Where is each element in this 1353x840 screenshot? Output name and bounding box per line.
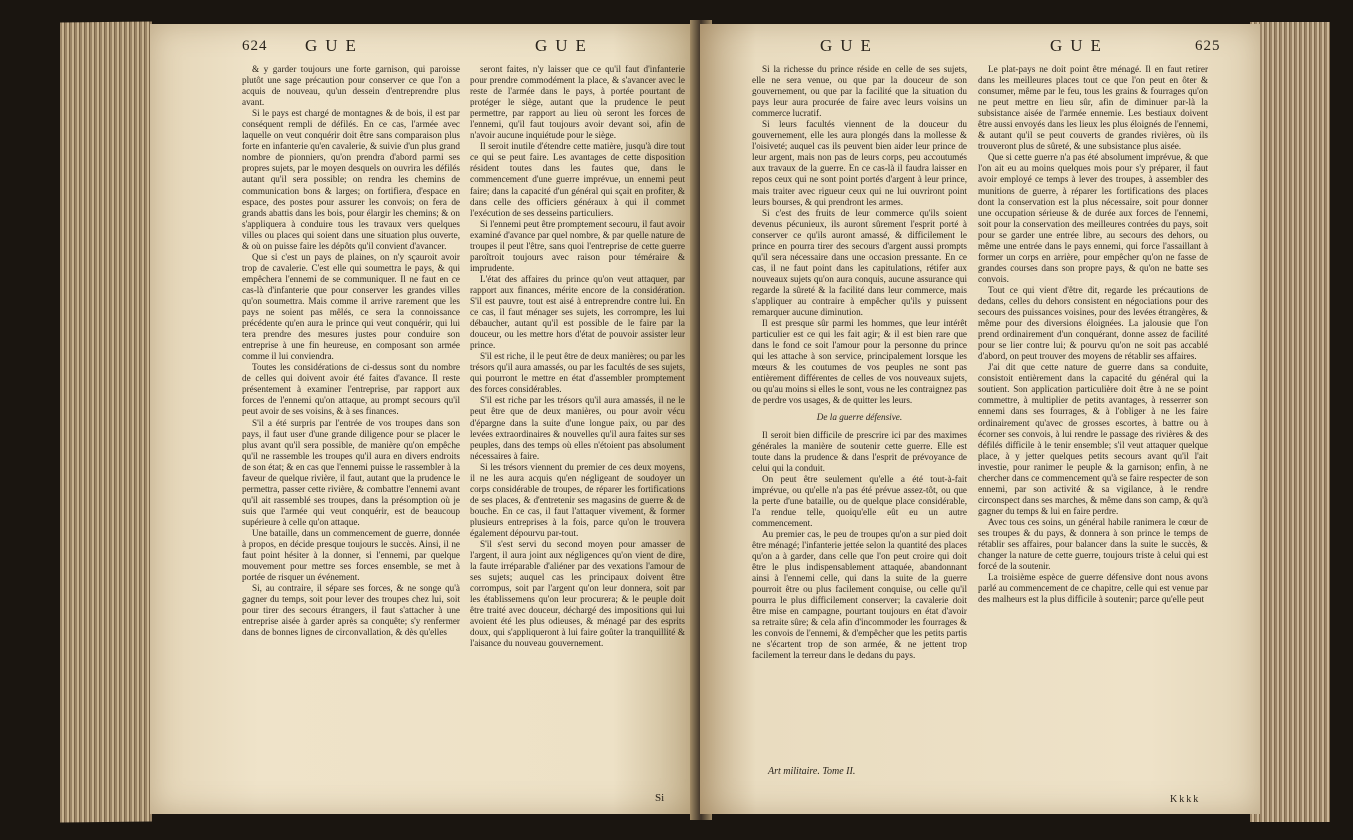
paragraph: Le plat-pays ne doit point être ménagé. Il en faut retirer dans les meilleures places tout ce que l'on peut en ôter & consumer, même par le feu, tous les grains & fourrages qu'on ne peut mettre en lieu sûr, afin de diminuer par-là la subsistance aisée de l'armée ennemie. Les bestiaux doivent être aussi envoyés dans les lieux les plus éloignés de l'ennemi, & autant qu'il se peut couverts de grandes rivières, où ils trouveront plus de sûreté, & une subsistance plus aisée. [978,64,1208,152]
text-column-1 [752,64,967,764]
page-number: 625 [1195,38,1221,54]
running-header-left: GUE [305,36,364,55]
paragraph: Il est presque sûr parmi les hommes, que leur intérêt particulier est ce qui les fait agir; & il est bien rare que dans le fond ce soit l'amour pour la personne du prince qui les attache à son service, principalement lorsque les mœurs & les coutumes de vos peuples ne sont pas entièrement différentes de celles de vos nouveaux sujets, ou qu'au moins si elles le sont, vous ne les contraignez pas de perdre vos usages, & de quitter les leurs. [752,318,967,406]
paragraph: Que si cette guerre n'a pas été absolument imprévue, & que l'on ait eu au moins quelques mois pour s'y préparer, il faut avoir employé ce temps à lever des troupes, à assembler des munitions de guerre, à réparer les fortifications des places dont la conservation est la plus nécessaire, soit pour donner une occupation sérieuse & de durée aux forces de l'ennemi, soit pour la conservation des meilleures contrées du pays, soit pour se garder une entrée libre, au secours des dehors, ou même une entrée dans le pays ennemi, qui force l'assaillant à former un corps en arrière, pour empêcher qu'on ne fasse de grandes courses dans son propre pays, & qu'on ne batte ses convois. [978,152,1208,284]
catchword: Si [655,792,665,804]
running-header-left: GUE [820,36,879,55]
paragraph: S'il a été surpris par l'entrée de vos troupes dans son pays, il faut user d'une grande diligence pour se placer le plus avant qu'il sera possible, de manière qu'on empêche qu'il ne rassemble les troupes qu'il aura en divers endroits de son état; & en cas que l'ennemi puisse le rassembler à la faveur de quelque rivière, il faut, autant que la prudence le permettra, passer cette rivière, & combattre l'ennemi avant qu'il ait rassemblé ses troupes, dans la présomption où je suis que l'armée qui veut conquérir, est de beaucoup supérieure à celle qu'on attaque. [242,417,460,527]
right-page [700,24,1260,814]
paragraph: L'état des affaires du prince qu'on veut attaquer, par rapport aux finances, mérite encore de la considération. S'il est pauvre, tout est aisé à entreprendre contre lui. En ce cas, il faut ménager ses sujets, les corrompre, les lui débaucher, autant qu'il est possible de le faire par la douceur, ou les mettre hors d'état de pouvoir assister leur prince. [470,273,685,351]
paragraph: Avec tous ces soins, un général habile ranimera le cœur de ses troupes & du pays, & donnera à son prince le temps de rétablir ses affaires, pour balancer dans la suite le succès, & changer la nature de cette guerre, toujours triste à celui qui est forcé de la soutenir. [978,516,1208,572]
paragraph: Que si c'est un pays de plaines, on n'y sçauroit avoir trop de cavalerie. C'est elle qui soumettra le pays, & qui empêchera l'ennemi de se communiquer. Il ne faut en ce cas-là d'infanterie que pour conserver les grandes villes qu'on soumettra. Mais comme il arrive rarement que les pays ne soient pas mêlés, ce sera la connoissance précédente qu'en aura le prince qui veut conquérir, qui lui tera prendre des mesures justes pour conduire son entreprise à une fin heureuse, en composant son armée comme il lui conviendra. [242,251,460,362]
paragraph: Si les trésors viennent du premier de ces deux moyens, il ne les aura acquis qu'en négligeant de soudoyer un corps considérable de troupes, de réparer les fortifications de ses places, & d'entretenir ses magasins de guerre & de bouche. En ce cas, il faut l'attaquer vivement, & former plusieurs entreprises à la fois, parce qu'on le trouvera également dépourvu par-tout. [470,461,685,538]
text-column-2 [470,64,685,789]
paragraph: Au premier cas, le peu de troupes qu'on a sur pied doit être ménagé; l'infanterie jettée selon la quantité des places qu'on a à garder, dans celle que l'on peut croire qui doit être le plus indispensablement attaquée, abandonnant ainsi à l'ennemi celle, qui dans la suite de la guerre pourroit être ou plus facilement conquise, ou celle qu'il pourra le plus difficilement conserver; la cavalerie doit être mise en campagne, pourtant toujours en état d'avoir sa retraite sûre; & cela afin d'incommoder les fourrages & les convois de l'ennemi, & d'empêcher que les petits partis ne s'écartent trop de son armée, & ne jettent trop facilement la terreur dans le dedans du pays. [752,528,967,661]
paragraph: Tout ce qui vient d'être dit, regarde les précautions de dedans, celles du dehors consistent en négociations pour des secours des puissances voisines, pour des levées étrangères, & même pour des diversions éloignées. La jalousie que l'on prend ordinairement d'un conquérant, donne assez de facilité pour se lier contre lui; & pourvu qu'on ne soit pas accablé d'abord, on peut trouver des moyens de rétablir ses affaires. [978,284,1208,362]
signature-mark: Kkkk [1170,794,1201,805]
left-page [150,24,695,814]
paragraph: Toutes les considérations de ci-dessus sont du nombre de celles qui doivent avoir été faites d'avance. Il reste présentement à examiner l'entreprise, par rapport aux forces de l'ennemi qu'on attaque, au prompt secours qu'il peut avoir de ses voisins, & à ses finances. [242,362,460,417]
paragraph: S'il est riche, il le peut être de deux manières; ou par les trésors qu'il aura amassés, ou par les facultés de ses sujets, qui pourront le mettre en état d'assembler promptement des forces considérables. [470,351,685,395]
text-column-1 [242,64,460,799]
page-edges-right [1250,22,1330,822]
page-edges-left [60,22,152,823]
paragraph: S'il est riche par les trésors qu'il aura amassés, il ne le peut être que de deux manières, ou pour avoir vécu d'épargne dans la suite d'une longue paix, ou par des levées extraordinaires & nouvelles qu'il aura faites sur ses peuples, dans des temps où elles n'étoient pas absolument nécessaires à faire. [470,395,685,461]
paragraph: Si l'ennemi peut être promptement secouru, il faut avoir examiné d'avance par quel nombre, & par quelle nature de troupes il peut l'être, sans quoi l'entreprise de cette guerre paroîtroit toujours avec raison pour téméraire & imprudente. [470,218,685,273]
paragraph: Il seroit bien difficile de prescrire ici par des maximes générales la manière de soutenir cette guerre. Elle est toute dans la prudence & dans l'esprit de prévoyance de celui qui la conduit. [752,429,967,473]
footer-volume: Art militaire. Tome II. [768,766,856,777]
paragraph: On peut être seulement qu'elle a été tout-à-fait imprévue, ou qu'elle n'a pas été prévue assez-tôt, ou que la perte d'une bataille, ou de quelque place considérable, l'a rendue telle, quoiqu'elle eût eu un autre commencement. [752,473,967,528]
paragraph: Si le pays est chargé de montagnes & de bois, il est par conséquent rempli de défilés. En ce cas, l'armée avec laquelle on veut conquérir doit être sans comparaison plus forte en infanterie qu'en cavalerie, & suivie d'un plus grand nombre de pionniers, qu'on prendra d'abord parmi ses propres sujets, par le moyen desquels on ouvrira les défilés autant qu'il sera possible; on rendra les chemins de communication bons & larges; on fortifiera, d'espace en espace, des postes pour assurer les convois; on fera de grands abattis dans les bois, pour élargir les chemins; & on s'appliquera à conduire tous les travaux vers quelques villes ou places qui soient dans une situation plus ouverte, & où on puisse faire les dépôts qu'il convient d'avancer. [242,108,460,251]
paragraph: Si leurs facultés viennent de la douceur du gouvernement, elle les aura plongés dans la mollesse & l'oisiveté; auquel cas ils peuvent bien aider leur prince de leur argent, mais non pas de leurs corps, peu accoutumés aux travaux de la guerre. En ce cas-là il faudra laisser en repos ceux qui ne sont point portés d'argent à leur prince, mais traiter avec rigueur ceux qui ne lui ouvriront point leurs bourses, & qui prendront les armes. [752,119,967,207]
page-number: 624 [242,38,268,54]
running-header-right: GUE [1050,36,1109,55]
paragraph: & y garder toujours une forte garnison, qui paroisse plutôt une sage précaution pour conserver ce que l'on a acquis de nouveau, qu'un dessein d'entreprendre plus avant. [242,64,460,108]
paragraph: La troisième espèce de guerre défensive dont nous avons parlé au commencement de ce chapitre, celle qui est venue par des malheurs est la plus difficile à soutenir; parce qu'elle peut [978,572,1208,605]
paragraph: J'ai dit que cette nature de guerre dans sa conduite, consistoit entièrement dans la capacité du général qui la soutient. Son application particulière doit être à ne se point commettre, à multiplier de petits avantages, à resserrer son ennemi dans ses fourrages, & à l'obliger à ne les faire ordinairement qu'avec de grosses escortes, à battre ou à écorner ses convois, à lui rendre le passage des rivières & des défilés difficile à le tenir ensemble; s'il veut attaquer quelque place, à y jetter quelques petits secours avant qu'il l'ait investie, pour ranimer le peuple & la garnison; enfin, à ne chercher dans ce commencement qu'à se faire respecter de son ennemi, par son activité & sa vigilance, à le rendre circonspect dans ses marches, & même dans son camp, & qu'à gagner du temps & lui en faire perdre. [978,362,1208,516]
paragraph: Si c'est des fruits de leur commerce qu'ils soient devenus pécunieux, ils auront sûrement l'esprit porté à conserver ce qu'ils auront amassé, & difficilement le prince en pourra tirer des secours d'argent aussi prompts qu'il sera nécessaire dans une occasion pressante. En ce cas, il ne faut point dans les capitulations, rétifer aux nouveaux sujets qu'on aura conquis, aucune assurance qui regarde la sûreté & la facilité dans leur commerce, mais s'appliquer au contraire à empêcher qu'ils y puissent remarquer aucune diminution. [752,207,967,318]
paragraph: Si la richesse du prince réside en celle de ses sujets, elle ne sera venue, ou que par la douceur de son gouvernement, ou que par la facilité que la situation du pays leur aura procurée de faire avec leurs voisins un commerce lucratif. [752,64,967,119]
paragraph: Il seroit inutile d'étendre cette matière, jusqu'à dire tout ce qui se peut faire. Les avantages de cette disposition résident toutes dans les fautes que, dans le commencement d'une guerre imprévue, un ennemi peut faire; dans la capacité d'un général qui sçait en profiter, & dans celle des officiers généraux à qui il commet l'exécution de ses desseins particuliers. [470,141,685,218]
paragraph: S'il s'est servi du second moyen pour amasser de l'argent, il aura joint aux négligences qu'on vient de dire, la faute irréparable d'aliéner par des vexations l'amour de ses sujets; auquel cas les principaux doivent être corrompus, soit par l'argent qu'on leur donnera, soit par les établissemens qu'on leur procurera; & le peuple doit être traité avec douceur, déchargé des impositions qui lui avoient été les plus odieuses, & ménagé par des esprits doux, qui s'appliqueront à lui faire goûter la tranquillité & l'aisance du nouveau gouvernement. [470,539,685,649]
text-column-2 [978,64,1208,799]
paragraph: seront faites, n'y laisser que ce qu'il faut d'infanterie pour prendre commodément la place, & s'avancer avec le reste de l'armée dans le pays, à portée pourtant de protéger le siège, autant que la prudence le peut permettre, par rapport au lieu où seront les forces de l'ennemi, qu'il faut toujours avoir devant soi, afin de n'avoir aucune inquiétude pour le siège. [470,64,685,141]
running-header-right: GUE [535,36,594,55]
paragraph: Si, au contraire, il sépare ses forces, & ne songe qu'à gagner du temps, soit pour lever des troupes chez lui, soit pour tirer des secours étrangers, il faut s'attacher à une entreprise aisée à garder après sa conquête; s'y renfermer dans de bonnes lignes de circonvallation, & dès qu'elles [242,583,460,638]
section-heading: De la guerre défensive. [816,412,903,423]
paragraph: Une bataille, dans un commencement de guerre, donnée à propos, en décide presque toujours le succès. Ainsi, il ne faut point hésiter à la donner, si l'ennemi, par quelque mouvement pour mettre ses forces ensemble, se met à portée de risquer un événement. [242,527,460,583]
